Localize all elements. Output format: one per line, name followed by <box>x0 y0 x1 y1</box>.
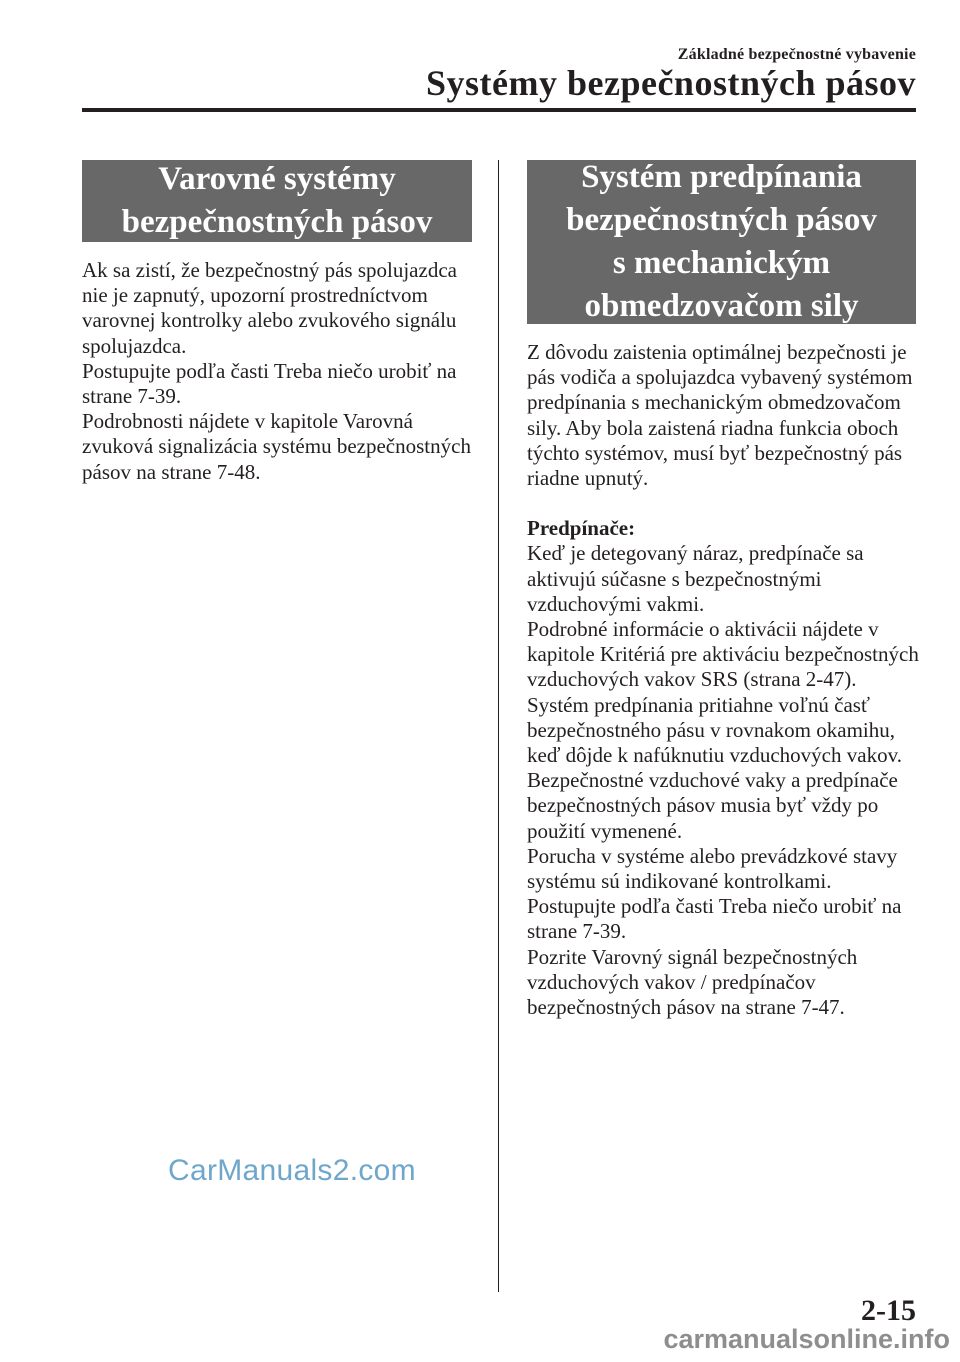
paragraph: Podrobné informácie o aktivácii nájdete v kapitole Kritériá pre aktiváciu bezpečnostných vzduchových vakov SRS (strana 2-47). <box>527 617 919 692</box>
page-title: Systémy bezpečnostných pásov <box>425 63 916 103</box>
chapter-header: Základné bezpečnostné vybavenie <box>677 46 916 63</box>
watermark-link[interactable]: CarManuals2.com <box>168 1154 416 1187</box>
paragraph: Keď je detegovaný náraz, predpínače sa aktivujú súčasne s bezpečnostnými vzduchovými vakmi. <box>527 541 864 616</box>
paragraph: Podrobnosti nájdete v kapitole Varovná zvuková signalizácia systému bezpečnostných pásov na strane 7-48. <box>82 409 471 484</box>
right-column-text <box>527 340 922 1020</box>
section-heading-text: Systém predpínania bezpečnostných pásov s mechanickým obmedzovačom sily <box>566 159 877 324</box>
header-rule <box>82 108 916 112</box>
paragraph: Postupujte podľa časti Treba niečo urobiť na strane 7-39. <box>82 358 457 409</box>
paragraph: Systém predpínania pritiahne voľnú časť bezpečnostného pásu v rovnakom okamihu, keď dôjde k nafúknutiu vzduchových vakov. Bezpečnostné vzduchové vaky a predpínače bezpečnostných pásov musia byť vždy po použití vymenené. <box>527 692 902 843</box>
paragraph: Pozrite Varovný signál bezpečnostných vzduchových vakov / predpínačov bezpečnostných pásov na strane 7-47. <box>527 944 858 1020</box>
column-divider <box>498 160 499 1292</box>
intro-paragraph: Z dôvodu zaistenia optimálnej bezpečnosti je pás vodiča a spolujazdca vybavený systémom predpínania s mechanickým obmedzovačom sily. Aby bola zaistená riadna funkcia oboch týchto systémov, musí byť bezpečnostný pás riadne upnutý. <box>527 340 913 491</box>
page-number: 2-15 <box>861 1294 916 1327</box>
footer-watermark[interactable]: carmanualsonline.info <box>663 1324 950 1354</box>
section-heading-warning-systems <box>82 160 472 242</box>
section-heading-pretensioner <box>527 160 916 324</box>
paragraph: Ak sa zistí, že bezpečnostný pás spolujazdca nie je zapnutý, upozorní prostredníctvom varovnej kontrolky alebo zvukového signálu spolujazdca. <box>82 258 457 358</box>
paragraph: Porucha v systéme alebo prevádzkové stavy systému sú indikované kontrolkami. Postupujte podľa časti Treba niečo urobiť na strane 7-39. <box>527 843 902 944</box>
subheading-pretensioners: Predpínače: <box>527 516 636 541</box>
left-column-text <box>82 258 477 485</box>
section-heading-text: Varovné systémy bezpečnostných pásov <box>121 161 433 240</box>
